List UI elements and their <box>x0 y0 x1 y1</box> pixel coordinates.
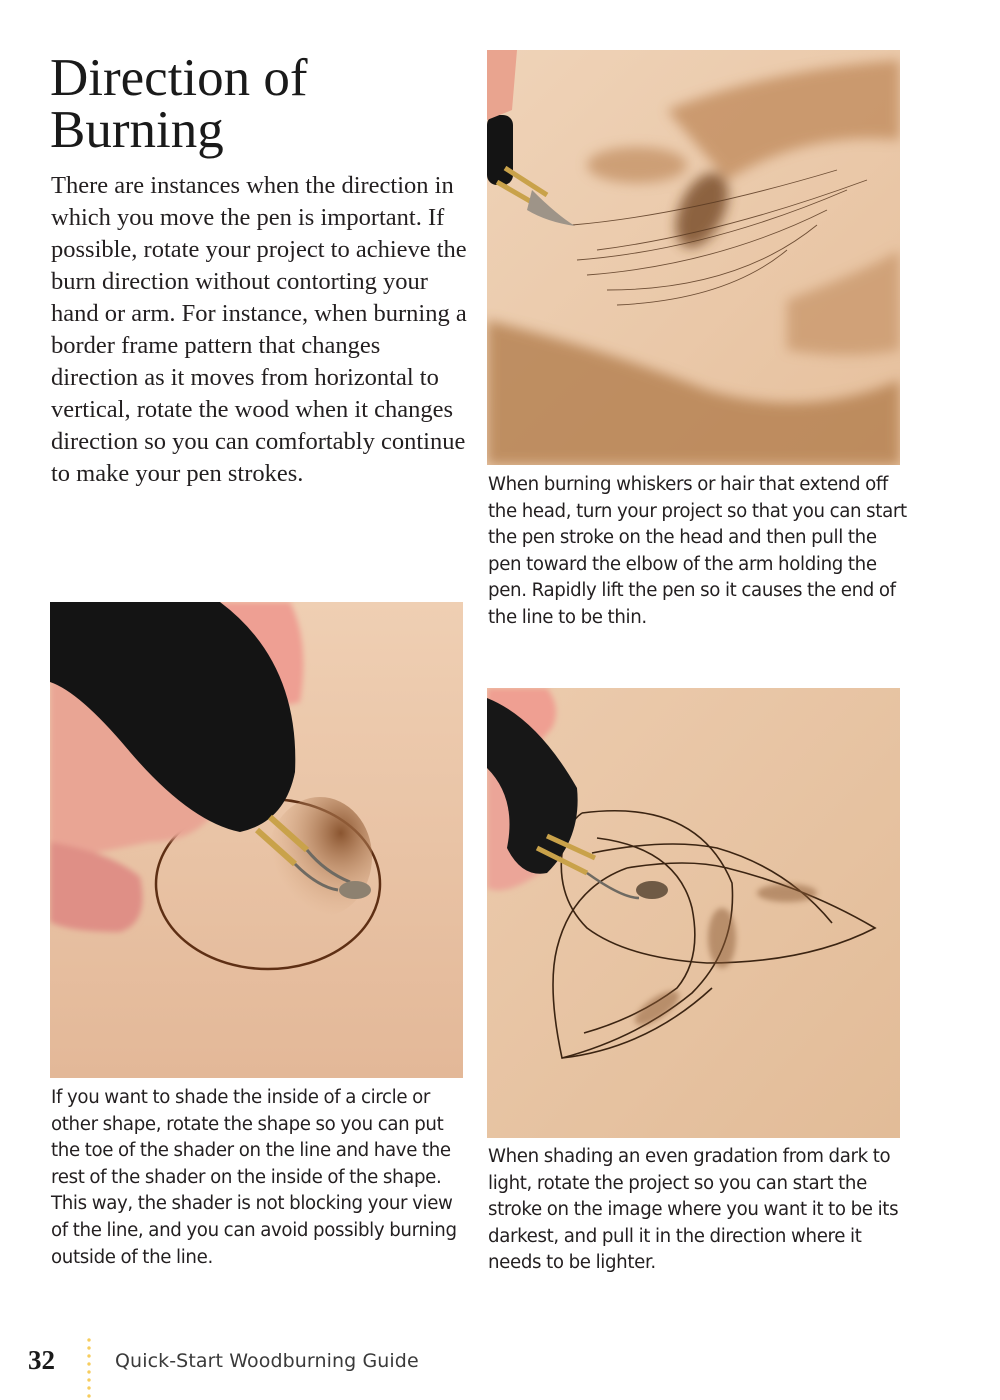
triquetra-caption: When shading an even gradation from dark to light, rotate the project so you can start the stroke on the image where you want it to be its darkest, and pull it in the direction where it needs to be lighter. <box>488 1146 899 1274</box>
circle-caption: If you want to shade the inside of a circle or other shape, rotate the shape so you can put the toe of the shader on the line and have the rest of the shader on the inside of the shape. This way, the shader is not blocking your view of the line, and you can avoid possibly burning outside of the line. <box>51 1087 457 1268</box>
title-line-1: Direction of <box>50 49 308 107</box>
page-title <box>50 49 470 159</box>
whiskers-photo <box>487 50 900 465</box>
page-number: 32 <box>28 1345 55 1375</box>
intro-paragraph: There are instances when the direction in which you move the pen is important. If possible, rotate your project to achieve the burn direction without contorting your hand or arm. For instance, when burning a border frame pattern that changes direction as it moves from horizontal to vertical, rotate the wood when it changes direction so you can comfortably continue to make your pen strokes. <box>51 172 467 487</box>
whiskers-caption: When burning whiskers or hair that extend off the head, turn your project so that you can start the pen stroke on the head and then pull the pen toward the elbow of the arm holding the pen. Rapidly lift the pen so it causes the end of the line to be thin. <box>488 474 907 628</box>
triquetra-photo <box>487 688 900 1138</box>
circle-photo <box>50 602 463 1078</box>
triquetra-illustration <box>487 688 900 1138</box>
whiskers-illustration <box>487 50 900 465</box>
circle-illustration <box>50 602 463 1078</box>
book-title: Quick-Start Woodburning Guide <box>115 1350 419 1372</box>
title-line-2: Burning <box>50 101 224 159</box>
dotted-divider <box>87 1336 91 1400</box>
